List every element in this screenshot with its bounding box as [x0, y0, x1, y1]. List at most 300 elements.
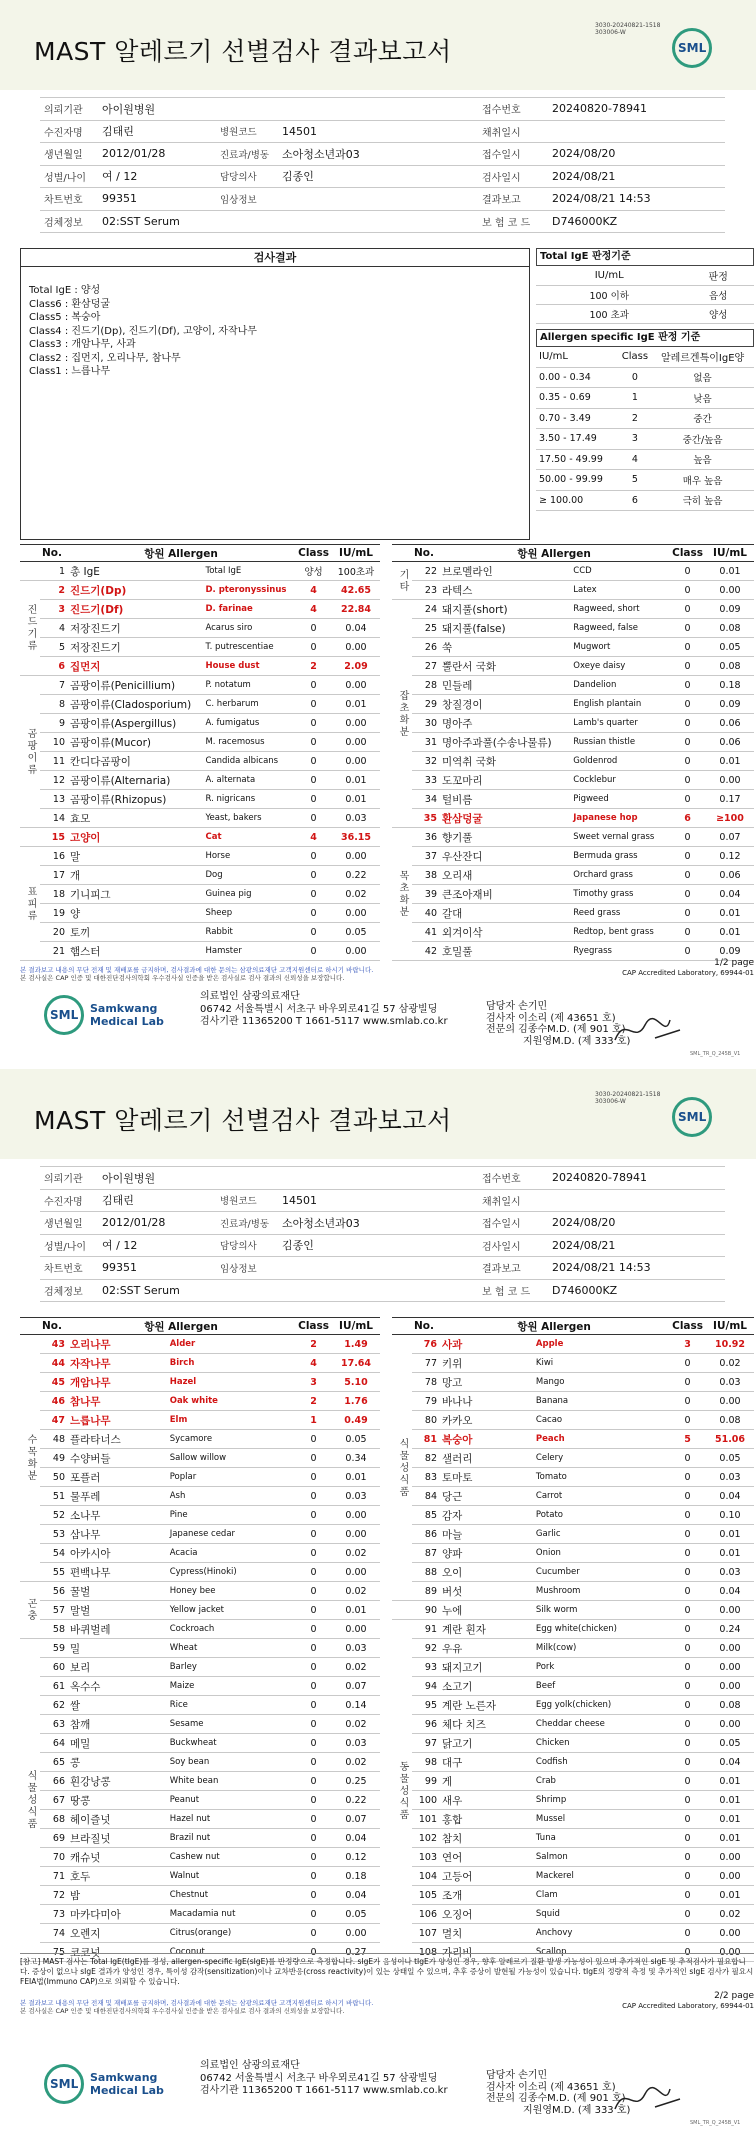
allergen-name-en: Pork	[533, 1658, 669, 1677]
allergen-no: 52	[40, 1506, 67, 1525]
allergen-name-ko: 개	[67, 866, 202, 885]
allergen-name-en: Acarus siro	[202, 619, 295, 638]
info-label: 결과보고	[478, 1257, 548, 1280]
allergen-name-en: Peach	[533, 1430, 669, 1449]
page-number: 2/2 page CAP Accredited Laboratory, 69944-01	[622, 1991, 754, 2010]
document-code: 3030-20240821-1518 303006-W	[595, 1091, 661, 1105]
allergen-no: 15	[40, 828, 67, 847]
allergen-class: 0	[669, 1886, 706, 1905]
total-ige-criteria-table: IU/mL 판정 100 이하 음성 100 초과 양성	[536, 266, 754, 324]
allergen-iu: 0.01	[706, 904, 754, 923]
allergen-name-en: Maize	[167, 1677, 295, 1696]
allergen-name-ko: 큰조아재비	[439, 885, 570, 904]
allergen-class: 0	[669, 657, 706, 676]
allergen-name-ko: 곰팡이류(Penicillium)	[67, 676, 202, 695]
allergen-class: 0	[669, 1658, 706, 1677]
allergen-iu: 0.07	[706, 828, 754, 847]
page-title: MAST 알레르기 선별검사 결과보고서	[34, 1106, 452, 1135]
allergen-name-en: Elm	[167, 1411, 295, 1430]
allergen-row	[20, 733, 380, 752]
info-label: 성별/나이	[40, 1234, 98, 1257]
info-label: 검체정보	[40, 1279, 98, 1302]
clinical-info	[278, 1257, 478, 1280]
reference-note: [참고] MAST 검사는 Total IgE(tIgE)를 정성, allergen-specific IgE(sIgE)를 반정량으로 측정합니다. sIgE가 음성이나 tIgE가 양성인 경우, 향후 알레르기 질환 발생 가능성이 있으며 추가적인 sIgE 및 추적검사가 필요합니다. 증상이 없으나 sIgE 결과가 양성인 경우, 특이성 감작(sensitization)이나 교차반응(cross reactivity)이 있는 상태일 수 있으며, 추후 증상이 발현될 가능성이 있습니다. tIgE의 정량적 측정 및 추가적인 sIgE 검사가 필요시 FEIA법(Immuno CAP)으로 의뢰할 수 있습니다.	[20, 1953, 754, 1987]
allergen-name-ko: 바퀴벌레	[67, 1620, 167, 1639]
test-date: 2024/08/21	[548, 1234, 725, 1257]
allergen-name-en: Redtop, bent grass	[570, 923, 669, 942]
allergen-class: 0	[669, 866, 706, 885]
allergen-name-ko: 돼지고기	[439, 1658, 533, 1677]
allergen-name-en: CCD	[570, 562, 669, 581]
patient-info-table	[40, 97, 725, 233]
allergen-name-ko: 복숭아	[439, 1430, 533, 1449]
allergen-class: 0	[295, 676, 332, 695]
allergen-iu: 0.07	[332, 1810, 380, 1829]
patient-name: 김태린	[98, 120, 216, 143]
allergen-row	[392, 790, 754, 809]
allergen-row	[392, 1544, 754, 1563]
allergen-no: 77	[412, 1354, 439, 1373]
allergen-row	[20, 1563, 380, 1582]
allergen-row	[20, 1335, 380, 1354]
allergen-row	[20, 923, 380, 942]
allergen-class: 0	[669, 1620, 706, 1639]
allergen-no: 16	[40, 847, 67, 866]
group-label: 곰팡이류	[20, 676, 40, 828]
allergen-name-ko: 오리나무	[67, 1335, 167, 1354]
allergen-name-en: Potato	[533, 1506, 669, 1525]
allergen-no: 93	[412, 1658, 439, 1677]
col-header-allergen: 항원 Allergen	[67, 1318, 295, 1335]
allergen-row	[392, 1354, 754, 1373]
allergen-no: 56	[40, 1582, 67, 1601]
allergen-table-p1-left	[20, 544, 380, 961]
allergen-iu: 0.01	[706, 1772, 754, 1791]
hospital-code: 14501	[278, 1189, 478, 1212]
allergen-iu: 0.01	[706, 752, 754, 771]
allergen-row	[392, 752, 754, 771]
allergen-name-ko: 고양이	[67, 828, 202, 847]
allergen-name-ko: 느릅나무	[67, 1411, 167, 1430]
allergen-name-en: T. putrescentiae	[202, 638, 295, 657]
accession-number: 20240820-78941	[548, 98, 725, 121]
allergen-name-ko: 새우	[439, 1791, 533, 1810]
signature-icon	[610, 2079, 690, 2119]
allergen-no: 45	[40, 1373, 67, 1392]
allergen-row	[392, 714, 754, 733]
allergen-name-ko: 플라타너스	[67, 1430, 167, 1449]
allergen-row	[20, 1544, 380, 1563]
allergen-iu: 0.03	[706, 1373, 754, 1392]
allergen-no: 21	[40, 942, 67, 961]
allergen-iu: 0.10	[706, 1506, 754, 1525]
allergen-name-ko: 카카오	[439, 1411, 533, 1430]
allergen-iu: 0.04	[706, 1487, 754, 1506]
allergen-row	[392, 847, 754, 866]
allergen-name-en: Guinea pig	[202, 885, 295, 904]
allergen-name-ko: 보리	[67, 1658, 167, 1677]
group-label: 동물성식품	[392, 1620, 412, 1962]
allergen-name-en: Russian thistle	[570, 733, 669, 752]
allergen-no: 26	[412, 638, 439, 657]
allergen-class: 0	[669, 1810, 706, 1829]
allergen-class: 0	[295, 1601, 332, 1620]
allergen-row	[392, 1639, 754, 1658]
allergen-name-ko: 진드기(Df)	[67, 600, 202, 619]
allergen-name-ko: 양	[67, 904, 202, 923]
allergen-row	[392, 1886, 754, 1905]
info-label: 생년월일	[40, 1212, 98, 1235]
allergen-class: 0	[669, 790, 706, 809]
allergen-row	[392, 1430, 754, 1449]
allergen-row	[20, 1753, 380, 1772]
allergen-class: 0	[669, 1734, 706, 1753]
col-header-class: Class	[669, 1318, 706, 1335]
allergen-name-ko: 체다 치즈	[439, 1715, 533, 1734]
allergen-name-ko: 외겨이삭	[439, 923, 570, 942]
allergen-no: 38	[412, 866, 439, 885]
allergen-name-en: Ragweed, false	[570, 619, 669, 638]
table-header	[20, 1318, 380, 1335]
allergen-name-ko: 연어	[439, 1848, 533, 1867]
allergen-class: 0	[669, 1867, 706, 1886]
allergen-name-ko: 총 IgE	[67, 562, 202, 581]
col-header-no: No.	[392, 1318, 439, 1335]
allergen-class: 0	[669, 1677, 706, 1696]
info-label: 임상정보	[216, 1257, 278, 1280]
allergen-class: 0	[295, 1525, 332, 1544]
allergen-name-en: Brazil nut	[167, 1829, 295, 1848]
allergen-row	[392, 1810, 754, 1829]
allergen-no: 69	[40, 1829, 67, 1848]
allergen-row	[20, 1734, 380, 1753]
allergen-no: 104	[412, 1867, 439, 1886]
allergen-name-en: English plantain	[570, 695, 669, 714]
allergen-row	[20, 638, 380, 657]
allergen-row	[392, 904, 754, 923]
allergen-no: 68	[40, 1810, 67, 1829]
allergen-name-ko: 계란 흰자	[439, 1620, 533, 1639]
allergen-iu: 0.03	[332, 1734, 380, 1753]
allergen-iu: 0.04	[332, 1829, 380, 1848]
allergen-name-en: Cucumber	[533, 1563, 669, 1582]
allergen-class: 0	[295, 1772, 332, 1791]
allergen-iu: 0.08	[706, 619, 754, 638]
allergen-no: 87	[412, 1544, 439, 1563]
allergen-name-ko: 돼지풀(false)	[439, 619, 570, 638]
info-label: 임상정보	[216, 188, 278, 211]
allergen-name-ko: 당근	[439, 1487, 533, 1506]
allergen-name-ko: 갈대	[439, 904, 570, 923]
allergen-name-en: Apple	[533, 1335, 669, 1354]
allergen-row	[392, 638, 754, 657]
allergen-no: 74	[40, 1924, 67, 1943]
allergen-name-en: C. herbarum	[202, 695, 295, 714]
allergen-name-ko: 자작나무	[67, 1354, 167, 1373]
allergen-iu: 0.00	[332, 752, 380, 771]
allergen-no: 55	[40, 1563, 67, 1582]
allergen-class: 0	[295, 752, 332, 771]
sex-age: 여 / 12	[98, 1234, 216, 1257]
sml-logo-icon: SML	[44, 995, 84, 1035]
allergen-no: 72	[40, 1886, 67, 1905]
allergen-no: 42	[412, 942, 439, 961]
allergen-class: 0	[669, 562, 706, 581]
allergen-iu: 0.00	[706, 771, 754, 790]
allergen-no: 82	[412, 1449, 439, 1468]
col-header-class: Class	[295, 1318, 332, 1335]
allergen-no: 25	[412, 619, 439, 638]
group-label: 목초화분	[392, 828, 412, 961]
allergen-iu: 0.00	[706, 1639, 754, 1658]
allergen-iu: 0.00	[706, 1658, 754, 1677]
allergen-row	[392, 1696, 754, 1715]
allergen-class: 0	[295, 1886, 332, 1905]
allergen-no: 50	[40, 1468, 67, 1487]
allergen-name-en: White bean	[167, 1772, 295, 1791]
allergen-row	[20, 885, 380, 904]
allergen-no: 36	[412, 828, 439, 847]
allergen-row	[392, 771, 754, 790]
allergen-row	[20, 1411, 380, 1430]
allergen-class: 0	[295, 1620, 332, 1639]
allergen-class: 0	[295, 923, 332, 942]
allergen-no: 76	[412, 1335, 439, 1354]
info-label: 수진자명	[40, 1189, 98, 1212]
allergen-no: 89	[412, 1582, 439, 1601]
info-label: 차트번호	[40, 188, 98, 211]
allergen-name-ko: 브라질넛	[67, 1829, 167, 1848]
allergen-iu: 1.49	[332, 1335, 380, 1354]
allergen-class: 0	[669, 1943, 706, 1962]
allergen-class: 0	[295, 1487, 332, 1506]
allergen-name-en: Coconut	[167, 1943, 295, 1962]
allergen-name-ko: 효모	[67, 809, 202, 828]
allergen-name-en: Birch	[167, 1354, 295, 1373]
allergen-iu: 0.27	[332, 1943, 380, 1962]
allergen-class: 0	[669, 1544, 706, 1563]
allergen-name-en: Peanut	[167, 1791, 295, 1810]
allergen-no: 14	[40, 809, 67, 828]
allergen-name-ko: 포플러	[67, 1468, 167, 1487]
requesting-hospital: 아이원병원	[98, 98, 216, 121]
allergen-iu: 0.00	[706, 1715, 754, 1734]
allergen-name-ko: 밀	[67, 1639, 167, 1658]
allergen-iu: 0.14	[332, 1696, 380, 1715]
allergen-row	[392, 676, 754, 695]
result-summary-lines	[21, 267, 529, 379]
sml-logo-icon: SML	[44, 2064, 84, 2104]
allergen-no: 64	[40, 1734, 67, 1753]
allergen-no: 9	[40, 714, 67, 733]
info-label: 채취일시	[478, 120, 548, 143]
allergen-row	[392, 1791, 754, 1810]
allergen-no: 70	[40, 1848, 67, 1867]
allergen-name-ko: 곰팡이류(Alternaria)	[67, 771, 202, 790]
total-ige-criteria-title: Total IgE 판정기준	[536, 248, 754, 266]
allergen-name-en: Horse	[202, 847, 295, 866]
allergen-name-en: Ash	[167, 1487, 295, 1506]
allergen-iu: 0.04	[706, 1582, 754, 1601]
allergen-iu: 0.12	[332, 1848, 380, 1867]
allergen-name-ko: 홍합	[439, 1810, 533, 1829]
info-label: 차트번호	[40, 1257, 98, 1280]
footer-logo: SML Samkwang Medical Lab	[44, 995, 164, 1035]
allergen-iu: 22.84	[332, 600, 380, 619]
footnote: 본 결과보고 내용의 무단 전재 및 재배포를 금지하며, 검사결과에 대한 문의는 삼광의료재단 고객지원센터로 하시기 바랍니다. 본 검사실은 CAP 인증 및 대한진단검사의학회 우수검사실 인증을 받은 검사실로 검사 결과의 신뢰성을 보장합니다.	[20, 966, 374, 982]
allergen-row	[20, 1582, 380, 1601]
allergen-name-ko: 집먼지	[67, 657, 202, 676]
allergen-class: 0	[295, 1753, 332, 1772]
allergen-name-ko: 망고	[439, 1373, 533, 1392]
allergen-name-en: Banana	[533, 1392, 669, 1411]
allergen-no: 62	[40, 1696, 67, 1715]
allergen-row	[20, 1905, 380, 1924]
allergen-class: 0	[295, 714, 332, 733]
allergen-name-ko: 캐슈넛	[67, 1848, 167, 1867]
accession-number: 20240820-78941	[548, 1167, 725, 1190]
allergen-name-en: Mushroom	[533, 1582, 669, 1601]
allergen-class: 4	[295, 1354, 332, 1373]
allergen-class: 0	[669, 1791, 706, 1810]
allergen-name-en: Alder	[167, 1335, 295, 1354]
footer-staff: 담당자 손기민 검사자 이소리 (제 43651 호) 전문의 김종수M.D. (제 901 호) 지원영M.D. (제 333 호)	[486, 1001, 631, 1047]
allergen-iu: 0.12	[706, 847, 754, 866]
allergen-name-en: Tuna	[533, 1829, 669, 1848]
criteria-panel	[536, 248, 754, 511]
group-label: 식물성식품	[392, 1335, 412, 1601]
allergen-no: 27	[412, 657, 439, 676]
allergen-row	[392, 1392, 754, 1411]
allergen-row	[392, 1677, 754, 1696]
col-header-class: Class	[669, 545, 706, 562]
specific-ige-criteria-table: IU/mL Class 알레르겐특이IgE양 0.00 - 0.34 0 없음 0.35 - 0.69 1 낮음 0.70 - 3.49 2 중간 3.50 - 17.49 3 중간/높음 17.50 - 49.99 4 높음 50.00 - 99.99 5 매우 높음 ≥ 100.00 6 극히 높음	[536, 347, 754, 512]
allergen-iu: 0.02	[332, 885, 380, 904]
allergen-name-ko: 대구	[439, 1753, 533, 1772]
allergen-row	[20, 790, 380, 809]
allergen-no: 61	[40, 1677, 67, 1696]
allergen-iu: 0.01	[706, 562, 754, 581]
allergen-row	[392, 809, 754, 828]
allergen-name-ko: 창질경이	[439, 695, 570, 714]
info-label: 검사일시	[478, 165, 548, 188]
allergen-no: 81	[412, 1430, 439, 1449]
allergen-name-en: Hamster	[202, 942, 295, 961]
allergen-no: 79	[412, 1392, 439, 1411]
allergen-name-en: Total IgE	[202, 562, 295, 581]
allergen-row	[20, 1696, 380, 1715]
allergen-name-en: Goldenrod	[570, 752, 669, 771]
allergen-name-ko: 옥수수	[67, 1677, 167, 1696]
allergen-class: 0	[295, 885, 332, 904]
allergen-class: 0	[669, 1772, 706, 1791]
group-label: 진드기류	[20, 581, 40, 676]
allergen-class: 0	[295, 1810, 332, 1829]
allergen-name-ko: 기니피그	[67, 885, 202, 904]
allergen-name-en: Cashew nut	[167, 1848, 295, 1867]
allergen-name-ko: 곰팡이류(Cladosporium)	[67, 695, 202, 714]
allergen-class: 0	[295, 638, 332, 657]
allergen-class: 0	[295, 1544, 332, 1563]
allergen-iu: 100초과	[332, 562, 380, 581]
allergen-row	[20, 1449, 380, 1468]
allergen-name-en: Pigweed	[570, 790, 669, 809]
allergen-class: 0	[669, 1392, 706, 1411]
allergen-name-en: Sheep	[202, 904, 295, 923]
info-label: 접수번호	[478, 1167, 548, 1190]
allergen-name-en: M. racemosus	[202, 733, 295, 752]
allergen-no: 98	[412, 1753, 439, 1772]
allergen-no: 86	[412, 1525, 439, 1544]
allergen-no: 35	[412, 809, 439, 828]
allergen-iu: 0.25	[332, 1772, 380, 1791]
allergen-iu: 0.04	[706, 1753, 754, 1772]
allergen-name-en: Reed grass	[570, 904, 669, 923]
allergen-name-en: Garlic	[533, 1525, 669, 1544]
allergen-name-ko: 오리새	[439, 866, 570, 885]
footnote: 본 결과보고 내용의 무단 전재 및 재배포를 금지하며, 검사결과에 대한 문의는 삼광의료재단 고객지원센터로 하시기 바랍니다. 본 검사실은 CAP 인증 및 대한진단검사의학회 우수검사실 인증을 받은 검사실로 검사 결과의 신뢰성을 보장합니다.	[20, 1999, 374, 2015]
allergen-iu: 0.04	[332, 1886, 380, 1905]
allergen-iu: 0.17	[706, 790, 754, 809]
allergen-name-en: R. nigricans	[202, 790, 295, 809]
allergen-name-ko: 호두	[67, 1867, 167, 1886]
allergen-row	[392, 1924, 754, 1943]
allergen-no: 84	[412, 1487, 439, 1506]
report-page-2	[0, 1069, 756, 2138]
allergen-name-ko: 미역취 국화	[439, 752, 570, 771]
specimen-info: 02:SST Serum	[98, 210, 216, 233]
allergen-name-en: Soy bean	[167, 1753, 295, 1772]
result-summary-box	[20, 248, 530, 540]
info-label: 채취일시	[478, 1189, 548, 1212]
allergen-no: 31	[412, 733, 439, 752]
allergen-row	[20, 942, 380, 961]
allergen-name-en: Orchard grass	[570, 866, 669, 885]
allergen-name-en: Macadamia nut	[167, 1905, 295, 1924]
allergen-name-en: Chicken	[533, 1734, 669, 1753]
allergen-name-ko: 저장진드기	[67, 638, 202, 657]
allergen-row	[20, 1848, 380, 1867]
allergen-iu: 0.01	[332, 771, 380, 790]
allergen-class: 0	[669, 581, 706, 600]
report-date: 2024/08/21 14:53	[548, 1257, 725, 1280]
allergen-name-en: Sycamore	[167, 1430, 295, 1449]
collection-date	[548, 1189, 725, 1212]
allergen-row	[392, 923, 754, 942]
allergen-name-ko: 게	[439, 1772, 533, 1791]
allergen-row	[392, 600, 754, 619]
allergen-name-en: Squid	[533, 1905, 669, 1924]
allergen-row	[20, 1772, 380, 1791]
allergen-iu: 42.65	[332, 581, 380, 600]
col-header-class: Class	[295, 545, 332, 562]
allergen-name-ko: 아카시아	[67, 1544, 167, 1563]
insurance-code: D746000KZ	[548, 210, 725, 233]
receipt-date: 2024/08/20	[548, 1212, 725, 1235]
allergen-class: 0	[669, 733, 706, 752]
allergen-row	[20, 1468, 380, 1487]
allergen-class: 0	[669, 638, 706, 657]
allergen-table-p2-left	[20, 1317, 380, 1962]
allergen-no: 90	[412, 1601, 439, 1620]
allergen-name-en: Buckwheat	[167, 1734, 295, 1753]
allergen-iu: 0.00	[332, 847, 380, 866]
allergen-iu: 0.07	[332, 1677, 380, 1696]
allergen-iu: 0.49	[332, 1411, 380, 1430]
allergen-name-en: Dandelion	[570, 676, 669, 695]
allergen-name-en: Japanese hop	[570, 809, 669, 828]
allergen-name-en: Barley	[167, 1658, 295, 1677]
